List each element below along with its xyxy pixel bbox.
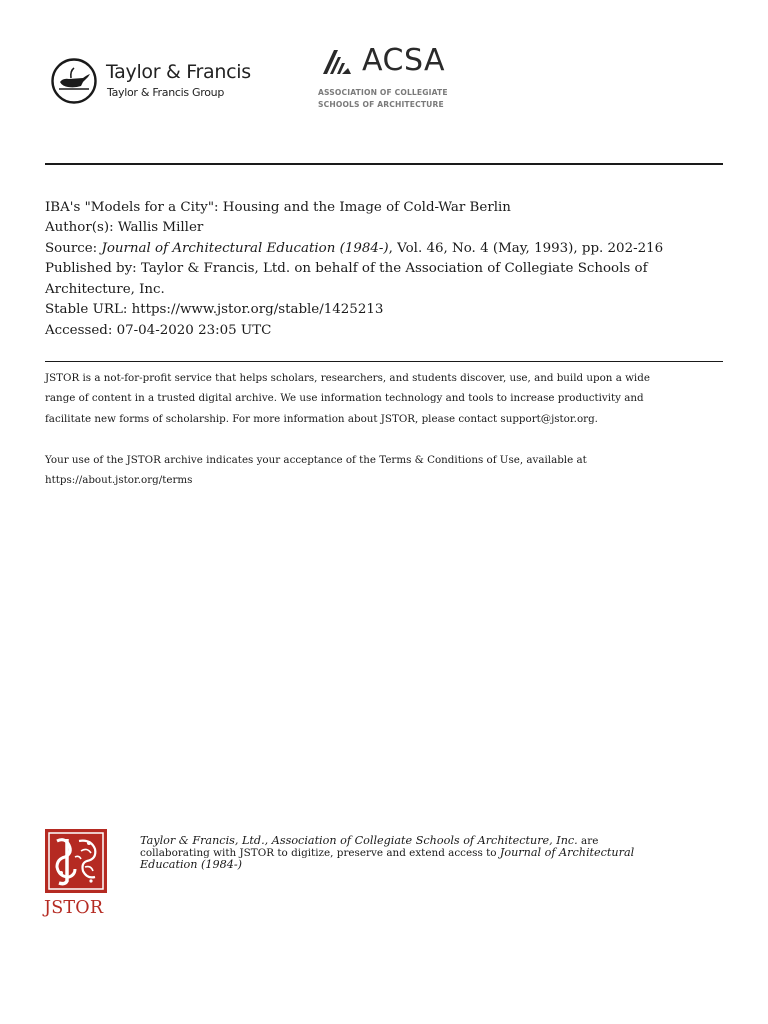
jstor-wordmark: JSTOR <box>44 898 104 918</box>
taylor-francis-logo <box>50 57 270 107</box>
collab-journal-cont: Education (1984-) <box>140 858 243 871</box>
acsa-subtitle-line1: ASSOCIATION OF COLLEGIATE <box>318 88 448 97</box>
jstor-notice-line3: facilitate new forms of scholarship. For more information about JSTOR, please contact support@jstor.org. <box>45 413 598 425</box>
jstor-notice-line1: JSTOR is a not-for-profit service that helps scholars, researchers, and students discover, use, and build upon a wide <box>45 372 650 384</box>
tf-lamp-icon <box>50 57 100 107</box>
source-details: , Vol. 46, No. 4 (May, 1993), pp. 202-216 <box>388 241 664 256</box>
tf-group-name: Taylor & Francis Group <box>107 86 225 99</box>
tf-name: Taylor & Francis <box>106 61 251 83</box>
acsa-name: ACSA <box>362 43 446 78</box>
acsa-mark-icon <box>320 47 356 75</box>
top-divider <box>45 163 723 165</box>
jstor-logo-mark <box>45 829 107 893</box>
source-label: Source: <box>45 241 102 256</box>
published-by-line1: Published by: Taylor & Francis, Ltd. on behalf of the Association of Collegiate Schools of <box>45 261 648 276</box>
collab-line3 <box>140 858 242 872</box>
terms-notice-line1: Your use of the JSTOR archive indicates your acceptance of the Terms & Conditions of Use, available at <box>45 454 587 466</box>
jstor-emblem-icon <box>45 829 107 893</box>
article-title: IBA's "Models for a City": Housing and the Image of Cold-War Berlin <box>45 200 511 215</box>
terms-link[interactable]: https://about.jstor.org/terms <box>45 474 193 486</box>
collab-publishers: Taylor & Francis, Ltd., Association of Collegiate Schools of Architecture, Inc. <box>140 834 578 847</box>
collab-journal: Journal of Architectural <box>499 846 635 859</box>
stable-url[interactable]: Stable URL: https://www.jstor.org/stable/1425213 <box>45 302 384 317</box>
collab-are: are <box>577 835 599 847</box>
article-authors: Author(s): Wallis Miller <box>45 220 204 235</box>
published-by-line2: Architecture, Inc. <box>45 282 165 297</box>
source-journal: Journal of Architectural Education (1984-) <box>101 241 389 256</box>
middle-divider <box>45 361 723 362</box>
accessed-date: Accessed: 07-04-2020 23:05 UTC <box>45 323 272 338</box>
article-source <box>45 239 663 260</box>
collab-text: collaborating with JSTOR to digitize, preserve and extend access to <box>140 847 500 859</box>
acsa-logo <box>318 42 458 114</box>
jstor-notice-line2: range of content in a trusted digital archive. We use information technology and tools to increase productivity and <box>45 392 644 404</box>
acsa-subtitle-line2: SCHOOLS OF ARCHITECTURE <box>318 100 444 109</box>
